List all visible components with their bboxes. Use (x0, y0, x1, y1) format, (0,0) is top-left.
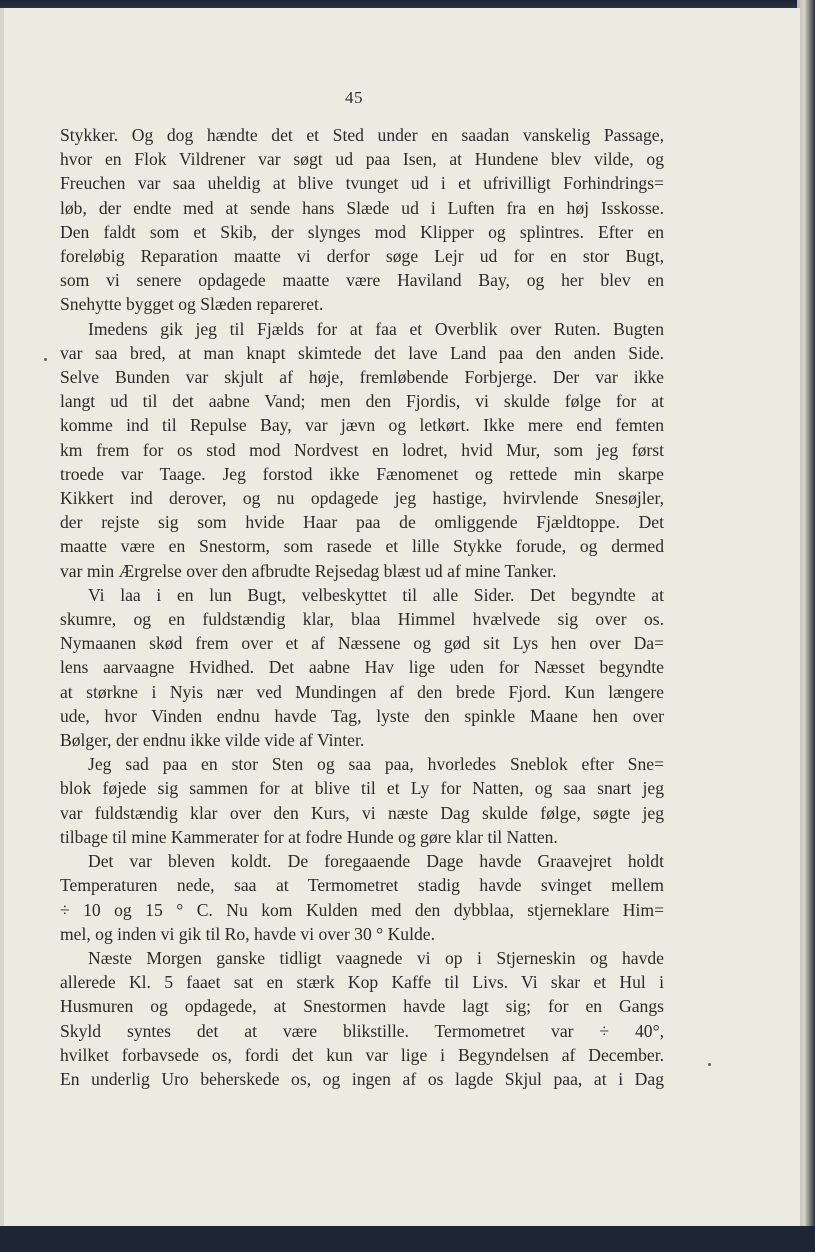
text-line: maatte være en Snestorm, som rasede et lille Stykke forude, og dermed (60, 536, 664, 557)
page-body (60, 123, 664, 1091)
text-line: tilbage til mine Kammerater for at fodre Hunde og gøre klar til Natten. (60, 826, 558, 847)
text-line: ude, hvor Vinden endnu havde Tag, lyste den spinkle Maane hen over (60, 705, 664, 726)
text-line: komme ind til Repulse Bay, var jævn og letkørt. Ikke mere end femten (60, 415, 664, 436)
text-line: Kikkert ind derover, og nu opdagede jeg hastige, hvirvlende Snesøjler, (60, 488, 664, 509)
text-line: som vi senere opdagede maatte være Haviland Bay, og her blev en (60, 270, 664, 291)
text-line: at størkne i Nyis nær ved Mundingen af den brede Fjord. Kun længere (60, 681, 664, 702)
scan-speck (44, 358, 47, 361)
text-line: Snehytte bygget og Slæden repareret. (60, 294, 324, 315)
paragraph (60, 752, 664, 849)
text-line: hvor en Flok Vildrener var søgt ud paa Isen, at Hundene blev vilde, og (60, 149, 664, 170)
text-line: km frem for os stod mod Nordvest en lodret, hvid Mur, som jeg først (60, 439, 664, 460)
text-line: Den faldt som et Skib, der slynges mod Klipper og splintres. Efter en (60, 221, 664, 242)
text-line: Jeg sad paa en stor Sten og saa paa, hvorledes Sneblok efter Sne= (88, 754, 664, 775)
text-line: Vi laa i en lun Bugt, velbeskyttet til alle Sider. Det begyndte at (88, 584, 664, 605)
text-line: langt ud til det aabne Vand; men den Fjordis, vi skulde følge for at (60, 391, 664, 412)
book-page (0, 8, 800, 1226)
text-line: var fuldstændig klar over den Kurs, vi næste Dag skulde følge, søgte jeg (60, 802, 664, 823)
paragraph (60, 123, 664, 317)
paragraph (60, 583, 664, 752)
scan-speck (708, 1063, 711, 1066)
text-line: var saa bred, at man knapt skimtede det lave Land paa den anden Side. (60, 342, 664, 363)
page-number: 45 (345, 88, 363, 107)
text-line: En underlig Uro beherskede os, og ingen af os lagde Skjul paa, at i Dag (60, 1068, 664, 1089)
text-line: Skyld syntes det at være blikstille. Termometret var ÷ 40°, (60, 1020, 664, 1041)
paragraph (60, 849, 664, 946)
scan-bottom-edge (0, 1226, 815, 1252)
text-line: Bølger, der endnu ikke vilde vide af Vinter. (60, 730, 365, 751)
text-line: blok føjede sig sammen for at blive til et Ly for Natten, og saa snart jeg (60, 778, 664, 799)
text-line: skumre, og en fuldstændig klar, blaa Himmel hvælvede sig over os. (60, 609, 664, 630)
text-line: løb, der endte med at sende hans Slæde ud i Luften fra en høj Isskosse. (60, 197, 664, 218)
text-line: foreløbig Reparation maatte vi derfor søge Lejr ud for en stor Bugt, (60, 246, 664, 267)
text-line: allerede Kl. 5 faaet sat en stærk Kop Kaffe til Livs. Vi skar et Hul i (60, 972, 664, 993)
paragraph (60, 317, 664, 583)
text-line: Nymaanen skød frem over et af Næssene og gød sit Lys hen over Da= (60, 633, 664, 654)
text-line: Imedens gik jeg til Fjælds for at faa et Overblik over Ruten. Bugten (88, 318, 664, 339)
text-line: mel, og inden vi gik til Ro, havde vi over 30 ° Kulde. (60, 923, 435, 944)
text-line: der rejste sig som hvide Haar paa de omliggende Fjældtoppe. Det (60, 512, 664, 533)
text-line: Næste Morgen ganske tidligt vaagnede vi op i Stjerneskin og havde (88, 947, 664, 968)
text-line: Det var bleven koldt. De foregaaende Dage havde Graavejret holdt (88, 851, 664, 872)
text-line: hvilket forbavsede os, fordi det kun var lige i Begyndelsen af December. (60, 1044, 664, 1065)
paragraph (60, 946, 664, 1091)
text-line: Stykker. Og dog hændte det et Sted under en saadan vanskelig Passage, (60, 125, 664, 145)
text-line: Freuchen var saa uheldig at blive tvunget ud i et ufrivilligt Forhindrings= (60, 173, 664, 194)
text-line: Selve Bunden var skjult af høje, fremløbende Forbjerge. Der var ikke (60, 367, 664, 388)
text-line: ÷ 10 og 15 ° C. Nu kom Kulden med den dybblaa, stjerneklare Him= (60, 899, 664, 920)
text-line: var min Ærgrelse over den afbrudte Rejsedag blæst ud af mine Tanker. (60, 560, 557, 581)
text-line: troede var Taage. Jeg forstod ikke Fænomenet og rettede min skarpe (60, 463, 664, 484)
text-line: Temperaturen nede, saa at Termometret stadig havde svinget mellem (60, 875, 664, 896)
text-line: lens aarvaagne Hvidhed. Det aabne Hav lige uden for Næsset begyndte (60, 657, 664, 678)
text-line: Husmuren og opdagede, at Snestormen havde lagt sig; for en Gangs (60, 996, 664, 1017)
